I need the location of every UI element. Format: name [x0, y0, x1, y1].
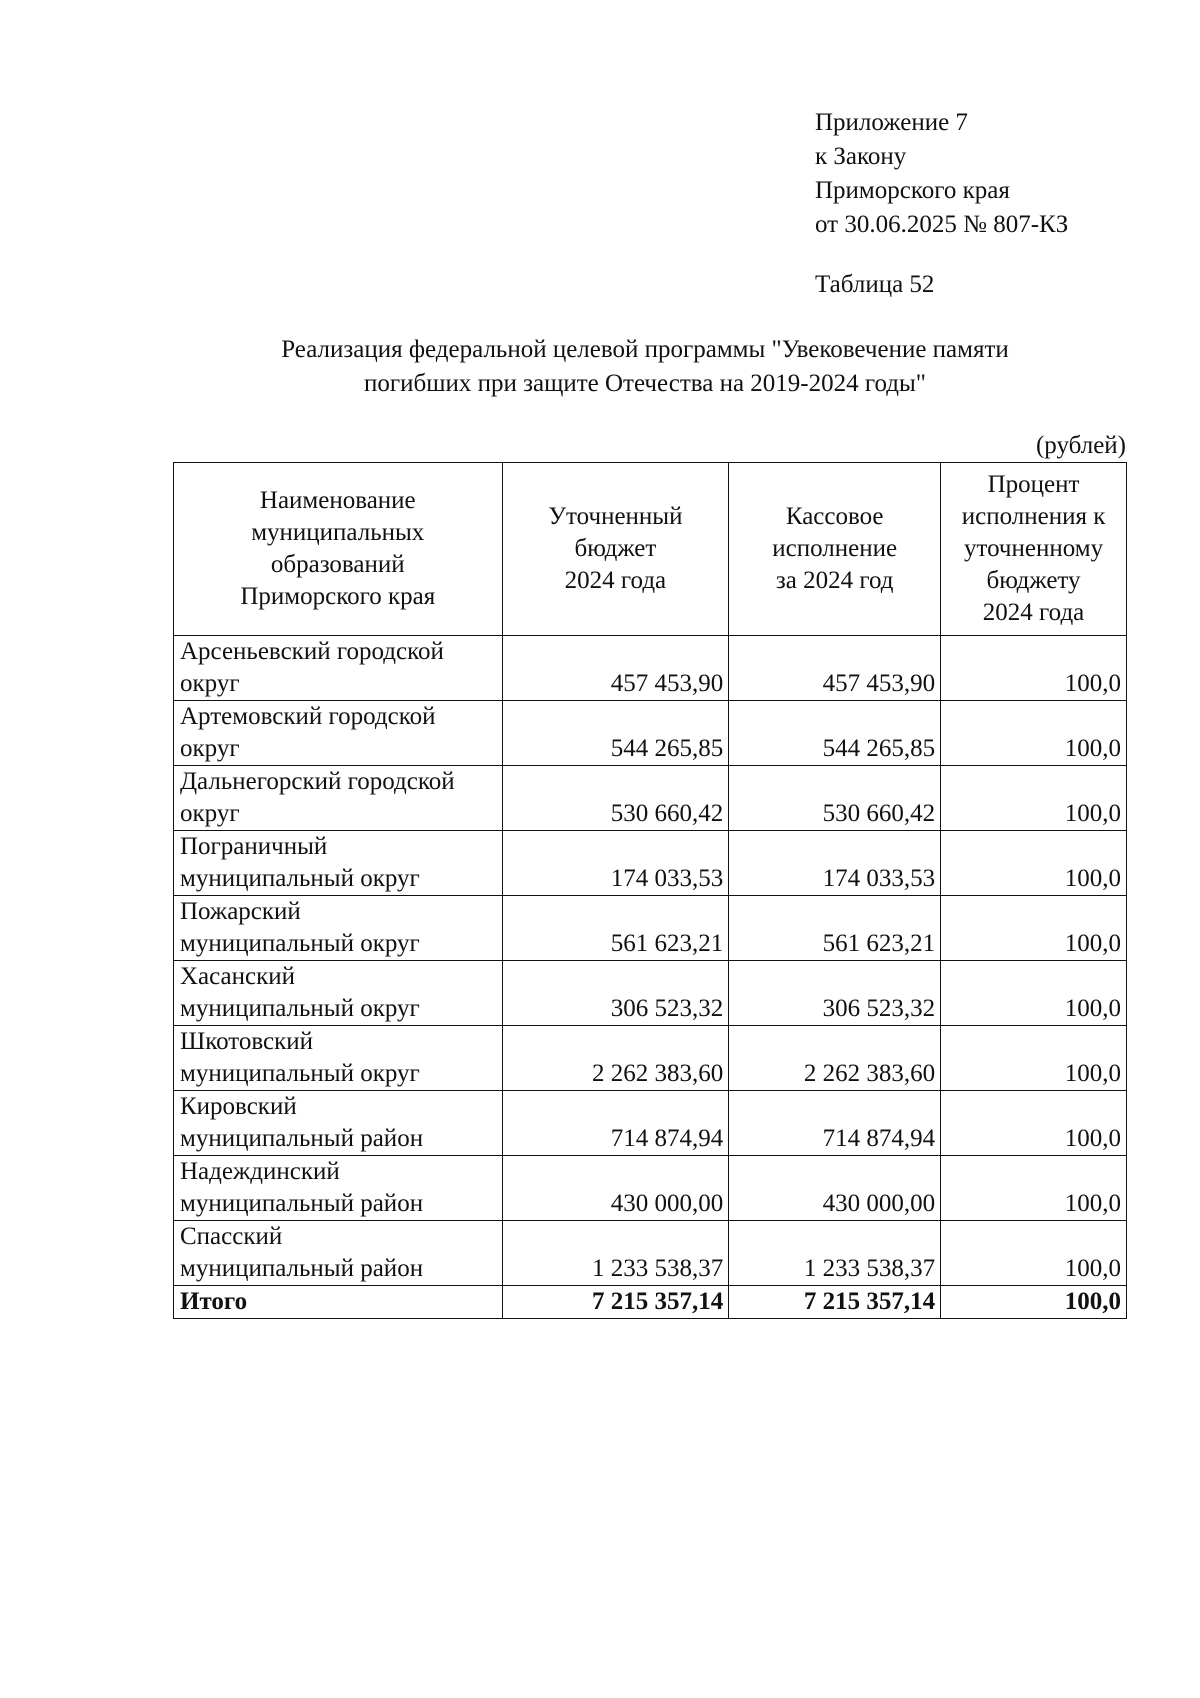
execution-value: 457 453,90	[729, 636, 941, 701]
budget-value: 1 233 538,37	[502, 1221, 729, 1286]
total-row	[174, 1286, 1127, 1319]
header-budget: Уточненный бюджет 2024 года	[502, 463, 729, 636]
municipality-name: Дальнегорский городской округ	[174, 766, 503, 831]
percent-value: 100,0	[941, 766, 1127, 831]
execution-value: 306 523,32	[729, 961, 941, 1026]
appendix-line-3: Приморского края	[815, 177, 1010, 204]
percent-value: 100,0	[941, 831, 1127, 896]
execution-value: 561 623,21	[729, 896, 941, 961]
municipality-name: Кировский муниципальный район	[174, 1091, 503, 1156]
appendix-line-4: от 30.06.2025 № 807-КЗ	[815, 211, 1069, 238]
municipality-name: Пожарский муниципальный округ	[174, 896, 503, 961]
header-percent: Процент исполнения к уточненному бюджету 2024 года	[941, 463, 1127, 636]
document-title-line-1: Реализация федеральной целевой программы "Увековечение памяти	[281, 336, 1009, 363]
appendix-block	[815, 106, 1068, 242]
budget-value: 174 033,53	[502, 831, 729, 896]
appendix-line-2: к Закону	[815, 143, 907, 170]
table-row	[174, 831, 1127, 896]
budget-value: 714 874,94	[502, 1091, 729, 1156]
percent-value: 100,0	[941, 701, 1127, 766]
execution-value: 2 262 383,60	[729, 1026, 941, 1091]
execution-value: 174 033,53	[729, 831, 941, 896]
document-title	[170, 333, 1120, 401]
table-row	[174, 1156, 1127, 1221]
total-percent-value: 100,0	[941, 1286, 1127, 1319]
percent-value: 100,0	[941, 636, 1127, 701]
table-row	[174, 1091, 1127, 1156]
budget-value: 2 262 383,60	[502, 1026, 729, 1091]
total-budget-value: 7 215 357,14	[502, 1286, 729, 1319]
percent-value: 100,0	[941, 1026, 1127, 1091]
appendix-line-1: Приложение 7	[815, 109, 968, 136]
percent-value: 100,0	[941, 1091, 1127, 1156]
percent-value: 100,0	[941, 896, 1127, 961]
budget-value: 530 660,42	[502, 766, 729, 831]
header-execution: Кассовое исполнение за 2024 год	[729, 463, 941, 636]
units-label: (рублей)	[1035, 432, 1126, 459]
budget-value: 561 623,21	[502, 896, 729, 961]
table-row	[174, 636, 1127, 701]
municipality-name: Арсеньевский городской округ	[174, 636, 503, 701]
percent-value: 100,0	[941, 961, 1127, 1026]
document-title-line-2: погибших при защите Отечества на 2019-2024 годы"	[363, 370, 926, 397]
table-row	[174, 766, 1127, 831]
budget-table	[173, 462, 1127, 1319]
budget-value: 430 000,00	[502, 1156, 729, 1221]
total-label: Итого	[174, 1286, 503, 1319]
budget-value: 457 453,90	[502, 636, 729, 701]
municipality-name: Спасский муниципальный район	[174, 1221, 503, 1286]
table-row	[174, 896, 1127, 961]
table-row	[174, 961, 1127, 1026]
municipality-name: Артемовский городской округ	[174, 701, 503, 766]
table-row	[174, 1221, 1127, 1286]
execution-value: 544 265,85	[729, 701, 941, 766]
municipality-name: Пограничный муниципальный округ	[174, 831, 503, 896]
table-header-row	[174, 463, 1127, 636]
header-municipality: Наименование муниципальных образований Приморского края	[174, 463, 503, 636]
execution-value: 530 660,42	[729, 766, 941, 831]
execution-value: 714 874,94	[729, 1091, 941, 1156]
percent-value: 100,0	[941, 1156, 1127, 1221]
total-execution-value: 7 215 357,14	[729, 1286, 941, 1319]
table-row	[174, 701, 1127, 766]
budget-value: 306 523,32	[502, 961, 729, 1026]
execution-value: 1 233 538,37	[729, 1221, 941, 1286]
execution-value: 430 000,00	[729, 1156, 941, 1221]
table-row	[174, 1026, 1127, 1091]
municipality-name: Хасанский муниципальный округ	[174, 961, 503, 1026]
budget-value: 544 265,85	[502, 701, 729, 766]
table-number: Таблица 52	[815, 271, 935, 298]
municipality-name: Надеждинский муниципальный район	[174, 1156, 503, 1221]
municipality-name: Шкотовский муниципальный округ	[174, 1026, 503, 1091]
percent-value: 100,0	[941, 1221, 1127, 1286]
